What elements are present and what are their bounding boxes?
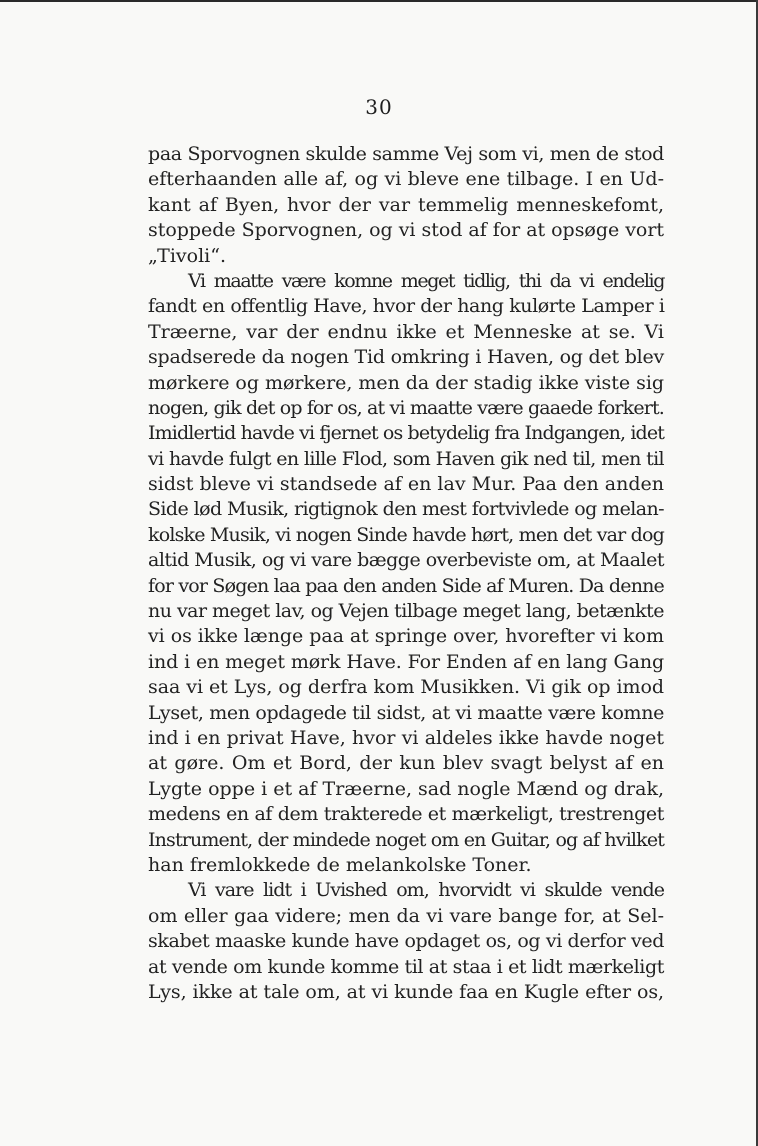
body-text — [148, 142, 664, 1005]
text-line: spadserede da nogen Tid omkring i Haven, og det blev — [148, 346, 665, 369]
text-line: Side lød Musik, rigtignok den mest fortvivlede og melan- — [148, 498, 664, 521]
text-line: „Tivoli“. — [148, 244, 226, 267]
text-line: ind i en meget mørk Have. For Enden af en lang Gang — [148, 650, 664, 673]
text-line: nu var meget lav, og Vejen tilbage meget lang, betænkte — [148, 600, 664, 623]
text-line: fandt en offentlig Have, hvor der hang kulørte Lamper i — [148, 295, 665, 318]
text-line: medens en af dem trakterede et mærkeligt, trestrenget — [148, 803, 664, 826]
text-line: Lys, ikke at tale om, at vi kunde faa en Kugle efter os, — [148, 980, 664, 1003]
text-line: ind i en privat Have, hvor vi aldeles ikke havde noget — [148, 726, 664, 749]
text-line: for vor Søgen laa paa den anden Side af Muren. Da denne — [148, 574, 664, 597]
text-line: at vende om kunde komme til at staa i et lidt mærkeligt — [148, 955, 665, 978]
text-line: altid Musik, og vi vare bægge overbeviste om, at Maalet — [148, 549, 664, 572]
text-line: Træerne, var der endnu ikke et Menneske at se. Vi — [148, 320, 664, 343]
scan-edge-top — [0, 0, 758, 2]
text-line: efterhaanden alle af, og vi bleve ene tilbage. I en Ud- — [148, 168, 664, 191]
text-line: kolske Musik, vi nogen Sinde havde hørt, men det var dog — [148, 523, 664, 546]
text-line: vi havde fulgt en lille Flod, som Haven gik ned til, men til — [148, 447, 664, 470]
text-line: stoppede Sporvognen, og vi stod af for at opsøge vort — [148, 219, 664, 242]
page-number: 30 — [365, 95, 393, 119]
text-line: paa Sporvognen skulde samme Vej som vi, men de stod — [148, 143, 664, 165]
text-line: nogen, gik det op for os, at vi maatte være gaaede forkert. — [148, 396, 665, 419]
text-line: vi os ikke længe paa at springe over, hvorefter vi kom — [148, 625, 664, 648]
text-line: Imidlertid havde vi fjernet os betydelig fra Indgangen, idet — [148, 422, 664, 445]
text-line: saa vi et Lys, og derfra kom Musikken. Vi gik op imod — [148, 676, 664, 699]
text-line: Instrument, der mindede noget om en Guitar, og af hvilket — [148, 828, 665, 851]
text-line: skabet maaske kunde have opdaget os, og vi derfor ved — [148, 930, 664, 953]
text-line: kant af Byen, hvor der var temmelig menneskefomt, — [148, 193, 664, 216]
text-line: om eller gaa videre; men da vi vare bange for, at Sel- — [148, 904, 664, 927]
text-line: Lygte oppe i et af Træerne, sad nogle Mænd og drak, — [148, 777, 664, 800]
text-line: at gøre. Om et Bord, der kun blev svagt belyst af en — [148, 752, 664, 775]
text-line: han fremlokkede de melankolske Toner. — [148, 853, 532, 876]
text-line: Vi maatte være komne meget tidlig, thi da vi endelig — [188, 269, 664, 292]
text-line: Vi vare lidt i Uvished om, hvorvidt vi skulde vende — [188, 879, 664, 902]
text-line: sidst bleve vi standsede af en lav Mur. Paa den anden — [148, 473, 664, 496]
text-line: Lyset, men opdagede til sidst, at vi maatte være komne — [148, 701, 664, 724]
text-line: mørkere og mørkere, men da der stadig ikke viste sig — [148, 371, 664, 394]
